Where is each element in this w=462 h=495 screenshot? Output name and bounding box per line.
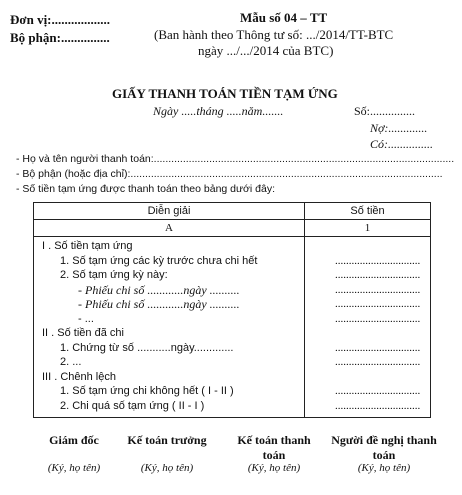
date-line: Ngày .....tháng .....năm....... xyxy=(153,104,284,118)
issued-line-1: (Ban hành theo Thông tư số: .../2014/TT-BTC xyxy=(154,27,394,42)
amount-dots: ............................... xyxy=(335,312,421,325)
list-item: 1. Chứng từ số ...........ngày............. xyxy=(60,341,234,354)
signature-role-director: Giám đốc xyxy=(49,433,99,447)
amount-dots: ............................... xyxy=(335,385,421,397)
amount-dots: ............................... xyxy=(335,356,421,368)
document-title: GIẤY THANH TOÁN TIỀN TẠM ỨNG xyxy=(112,86,338,101)
list-item: 2. Số tạm ứng kỳ này: xyxy=(60,269,168,281)
unit-field: Đơn vị:.................. xyxy=(10,12,111,27)
list-item: 2. Chi quá số tạm ứng ( II - I ) xyxy=(60,399,205,412)
description-cell xyxy=(34,237,305,418)
signature-hint-payment-accountant: (Ký, họ tên) xyxy=(247,462,301,474)
list-item: III . Chênh lệch xyxy=(42,370,116,383)
dept-field: Bộ phận:............... xyxy=(10,30,110,45)
list-item: 1. Số tạm ứng chi không hết ( I - II ) xyxy=(60,385,234,397)
signature-role-chief-accountant: Kế toán trưởng xyxy=(127,433,207,447)
settlement-table xyxy=(33,202,431,418)
list-item: 2. ... xyxy=(60,356,82,368)
list-item: 1. Số tạm ứng các kỳ trước chưa chi hết xyxy=(60,254,258,267)
amount-cell xyxy=(305,237,431,418)
list-item: - Phiếu chi số ............ngày .......... xyxy=(78,282,240,297)
document-number: Số:............... xyxy=(354,104,416,118)
signature-hint-director: (Ký, họ tên) xyxy=(47,462,101,474)
amount-intro: - Số tiền tạm ứng được thanh toán theo bảng dưới đây: xyxy=(16,183,276,195)
list-item: II . Số tiền đã chi xyxy=(42,327,124,339)
amount-dots: ............................... xyxy=(335,254,421,267)
signature-hint-requester: (Ký, họ tên) xyxy=(357,462,411,474)
amount-dots: ............................... xyxy=(335,341,421,354)
list-item: - Phiếu chi số ............ngày .......... xyxy=(78,297,240,311)
column-header-amount: Số tiền xyxy=(305,203,431,220)
amount-dots: ............................... xyxy=(335,399,421,412)
credit-account: Có:............... xyxy=(370,137,433,151)
amount-dots: ............................... xyxy=(335,283,421,296)
payer-name-field: - Họ và tên người thanh toán:....................................................................................................... xyxy=(16,153,455,165)
issued-line-2: ngày .../.../2014 của BTC) xyxy=(198,43,334,58)
column-header-description: Diễn giải xyxy=(34,203,305,220)
debit-account: Nợ:............. xyxy=(370,121,428,135)
amount-dots: ............................... xyxy=(335,269,421,281)
list-item: - ... xyxy=(78,312,94,325)
table-header-row xyxy=(34,203,431,220)
signature-role-requester: Người đề nghị thanh toán xyxy=(331,433,437,462)
amount-dots: ............................... xyxy=(335,298,421,310)
list-item: I . Số tiền tạm ứng xyxy=(42,240,133,252)
form-number: Mẫu số 04 – TT xyxy=(240,10,328,25)
signature-role-payment-accountant: Kế toán thanh toán xyxy=(237,433,311,462)
signature-hint-chief-accountant: (Ký, họ tên) xyxy=(140,462,194,474)
column-code-a: A xyxy=(34,220,305,237)
table-row xyxy=(34,237,431,418)
column-code-1: 1 xyxy=(305,220,431,237)
address-field: - Bộ phận (hoặc địa chỉ):........................................................................................................... xyxy=(16,168,443,180)
table-code-row xyxy=(34,220,431,237)
